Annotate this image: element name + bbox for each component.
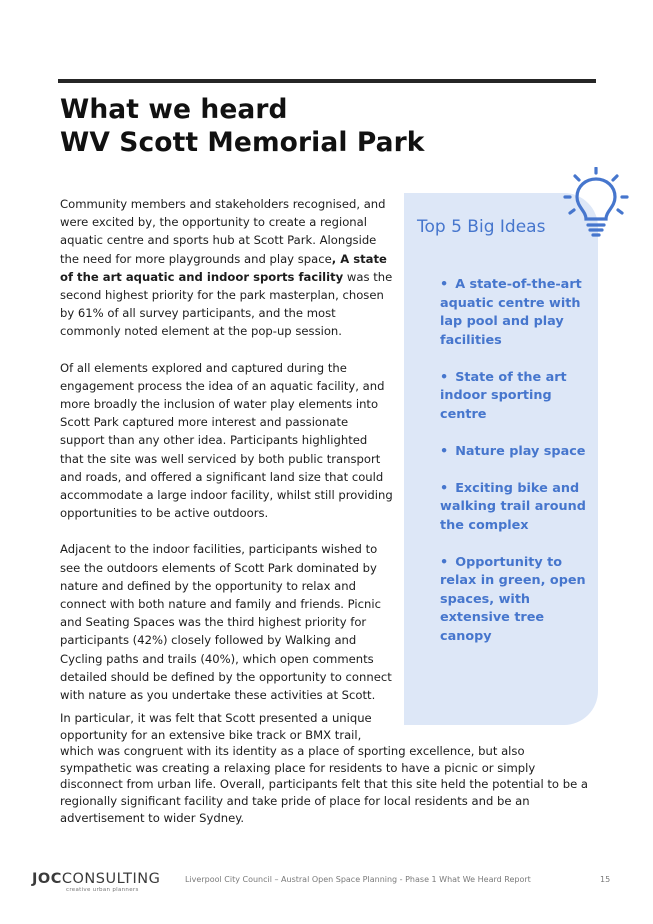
paragraph-4	[60, 710, 590, 826]
paragraph-2: Of all elements explored and captured during the engagement process the idea of an aquatic facility, and more broadly the inclusion of water play elements into Scott Park captured more interest and passionate support than any other idea. Participants highlighted that the site was well serviced by both public transport and roads, and offered a significant land size that could accommodate a large indoor facility, whilst still providing opportunities to be active outdoors.	[60, 360, 393, 521]
list-item: • Opportunity to relax in green, open spaces, with extensive tree canopy	[440, 554, 586, 644]
bullet-icon: •	[440, 554, 449, 570]
paragraph-4-start: In particular, it was felt that Scott presented a unique opportunity for an extensive bike track or BMX trail,	[60, 711, 372, 742]
title-line-1: What we heard	[60, 94, 288, 125]
page-title	[60, 93, 425, 159]
company-logo: JOCCONSULTING creative urban planners	[32, 871, 161, 893]
bullet-icon: •	[440, 480, 449, 496]
list-item: • Nature play space	[440, 443, 586, 459]
bullet-icon: •	[440, 369, 449, 385]
paragraph-3: Adjacent to the indoor facilities, participants wished to see the outdoors elements of Scott Park dominated by nature and defined by the opportunity to relax and connect with both nature and family and friends. Picnic and Seating Spaces was the third highest priority for participants (42%) closely followed by Walking and Cycling paths and trails (40%), which open comments detailed should be defined by the opportunity to connect with nature as you undertake these activities at Scott.	[60, 542, 392, 703]
list-item: • State of the art indoor sporting centre	[440, 369, 567, 422]
bullet-icon: •	[440, 443, 449, 459]
title-line-2: WV Scott Memorial Park	[60, 127, 425, 158]
body-text	[60, 195, 394, 722]
big-ideas-title: Top 5 Big Ideas	[417, 217, 546, 237]
lightbulb-icon	[560, 167, 634, 243]
top-rule	[58, 79, 596, 83]
footer-caption: Liverpool City Council – Austral Open Space Planning - Phase 1 What We Heard Report	[185, 875, 531, 884]
big-ideas-list	[440, 276, 590, 665]
list-item: • A state-of-the-art aquatic centre with lap pool and play facilities	[440, 277, 582, 348]
bullet-icon: •	[440, 277, 449, 292]
list-item: • Exciting bike and walking trail around the complex	[440, 480, 586, 533]
paragraph-4-rest: which was congruent with its identity as a place of sporting excellence, but also sympathetic was creating a relaxing place for residents to have a picnic or simply disconnect from urban life. Overall, participants felt that this site held the potential to be a regionally significant facility and take pride of place for local residents and be an advertisement to wider Sydney.	[60, 744, 588, 825]
paragraph-1: Community members and stakeholders recognised, and were excited by, the opportunity to create a regional aquatic centre and sports hub at Scott Park. Alongside the need for more playgrounds and play space, A state of the art aquatic and indoor sports facility was the second highest priority for the park masterplan, chosen by 61% of all survey participants, and the most commonly noted element at the pop-up session.	[60, 197, 393, 339]
page-number: 15	[600, 875, 611, 884]
